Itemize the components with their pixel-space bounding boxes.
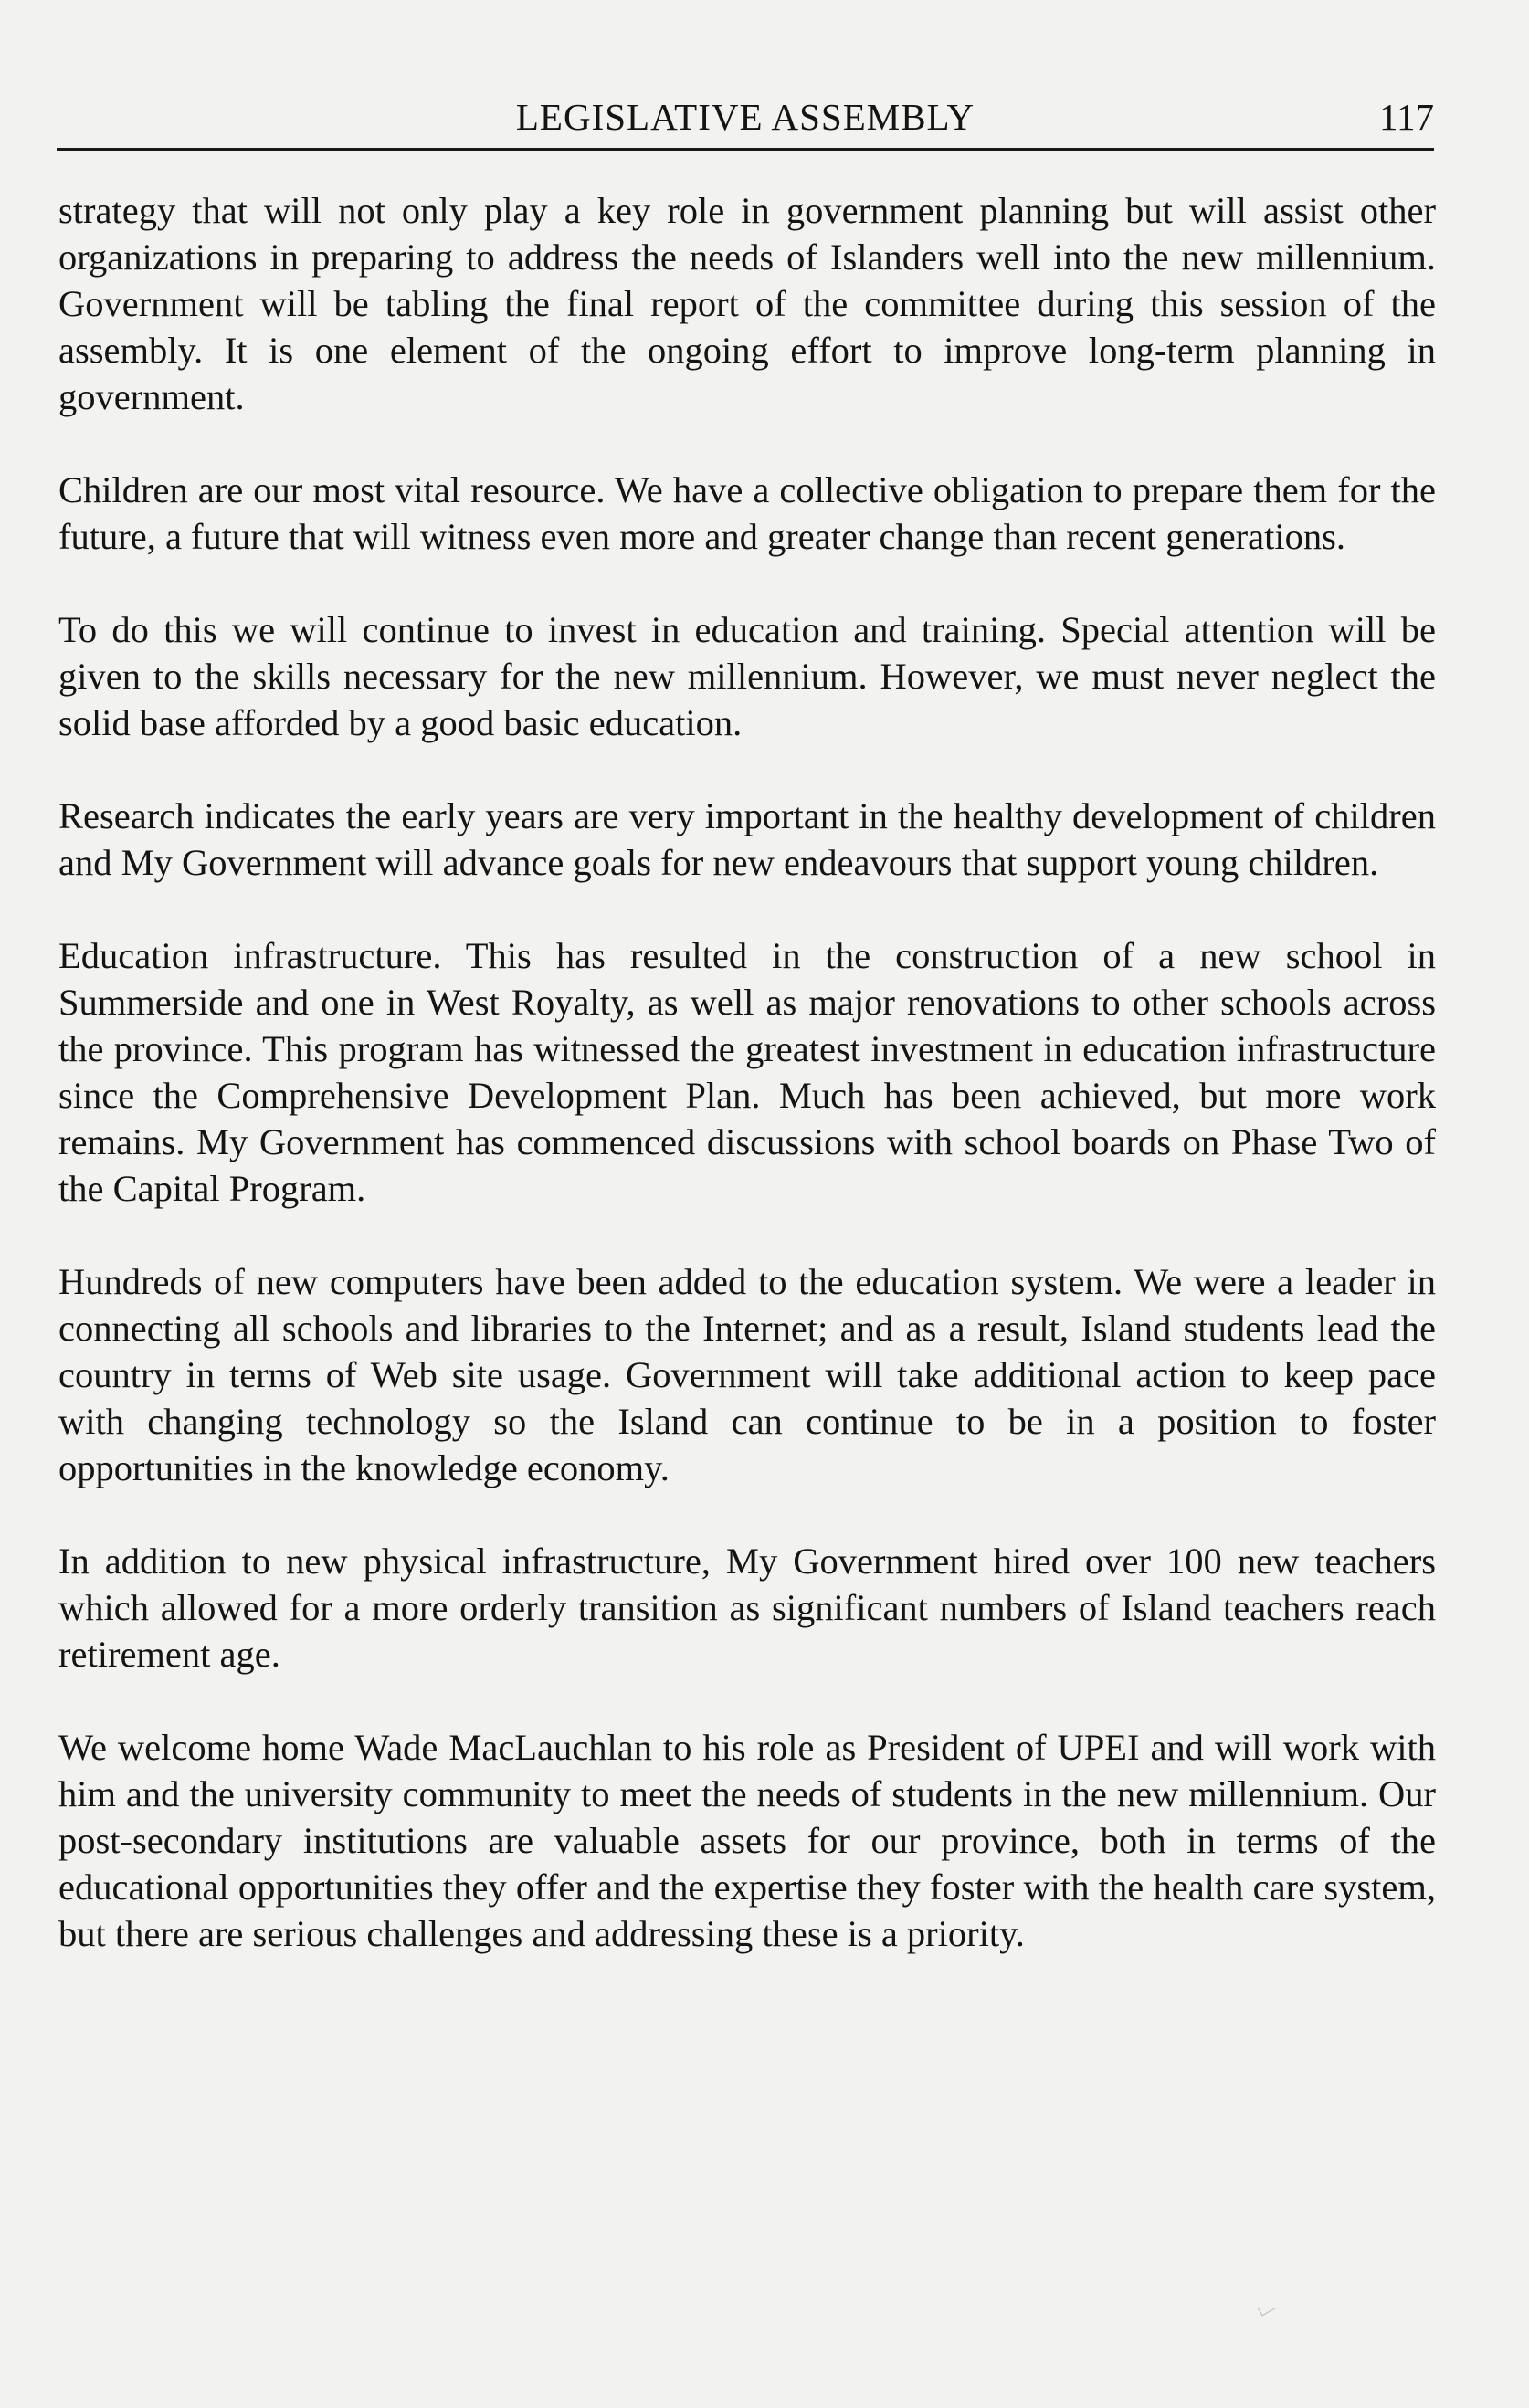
paragraph: Research indicates the early years are very important in the healthy development of children and My Government will advance goals for new endeavours that support young children. <box>58 795 1436 883</box>
paragraph: In addition to new physical infrastructure, My Government hired over 100 new teachers which allowed for a more orderly transition as significant numbers of Island teachers reach retirement age. <box>58 1540 1436 1675</box>
paragraph: Hundreds of new computers have been added to the education system. We were a leader in connecting all schools and libraries to the Internet; and as a result, Island students lead the country in terms of Web site usage. Government will take additional action to keep pace with changing technology so the Island can continue to be in a position to foster opportunities in the knowledge economy. <box>58 1261 1436 1488</box>
page-header <box>57 91 1434 151</box>
running-title: LEGISLATIVE ASSEMBLY <box>515 96 975 138</box>
page-number: 117 <box>1379 96 1434 138</box>
paragraph: We welcome home Wade MacLauchlan to his role as President of UPEI and will work with him and the university community to meet the needs of students in the new millennium. Our post-secondary institutions are valuable assets for our province, both in terms of the educational opportunities they offer and the expertise they foster with the health care system, but there are serious challenges and addressing these is a priority. <box>58 1727 1436 1954</box>
paragraph: strategy that will not only play a key role in government planning but will assist other organizations in preparing to address the needs of Islanders well into the new millennium. Government will be tabling the final report of the committee during this session of the assembly. It is one element of the ongoing effort to improve long-term planning in government. <box>58 190 1436 417</box>
paragraph: Children are our most vital resource. We have a collective obligation to prepare them for the future, a future that will witness even more and greater change than recent generations. <box>58 469 1436 557</box>
paragraph: To do this we will continue to invest in education and training. Special attention will be given to the skills necessary for the new millennium. However, we must never neglect the solid base afforded by a good basic education. <box>58 609 1436 743</box>
body-text <box>58 187 1436 2003</box>
stray-pen-mark <box>1257 2299 1275 2316</box>
paragraph: Education infrastructure. This has resulted in the construction of a new school in Summerside and one in West Royalty, as well as major renovations to other schools across the province. This program has witnessed the greatest investment in education infrastructure since the Comprehensive Development Plan. Much has been achieved, but more work remains. My Government has commenced discussions with school boards on Phase Two of the Capital Program. <box>58 935 1436 1209</box>
